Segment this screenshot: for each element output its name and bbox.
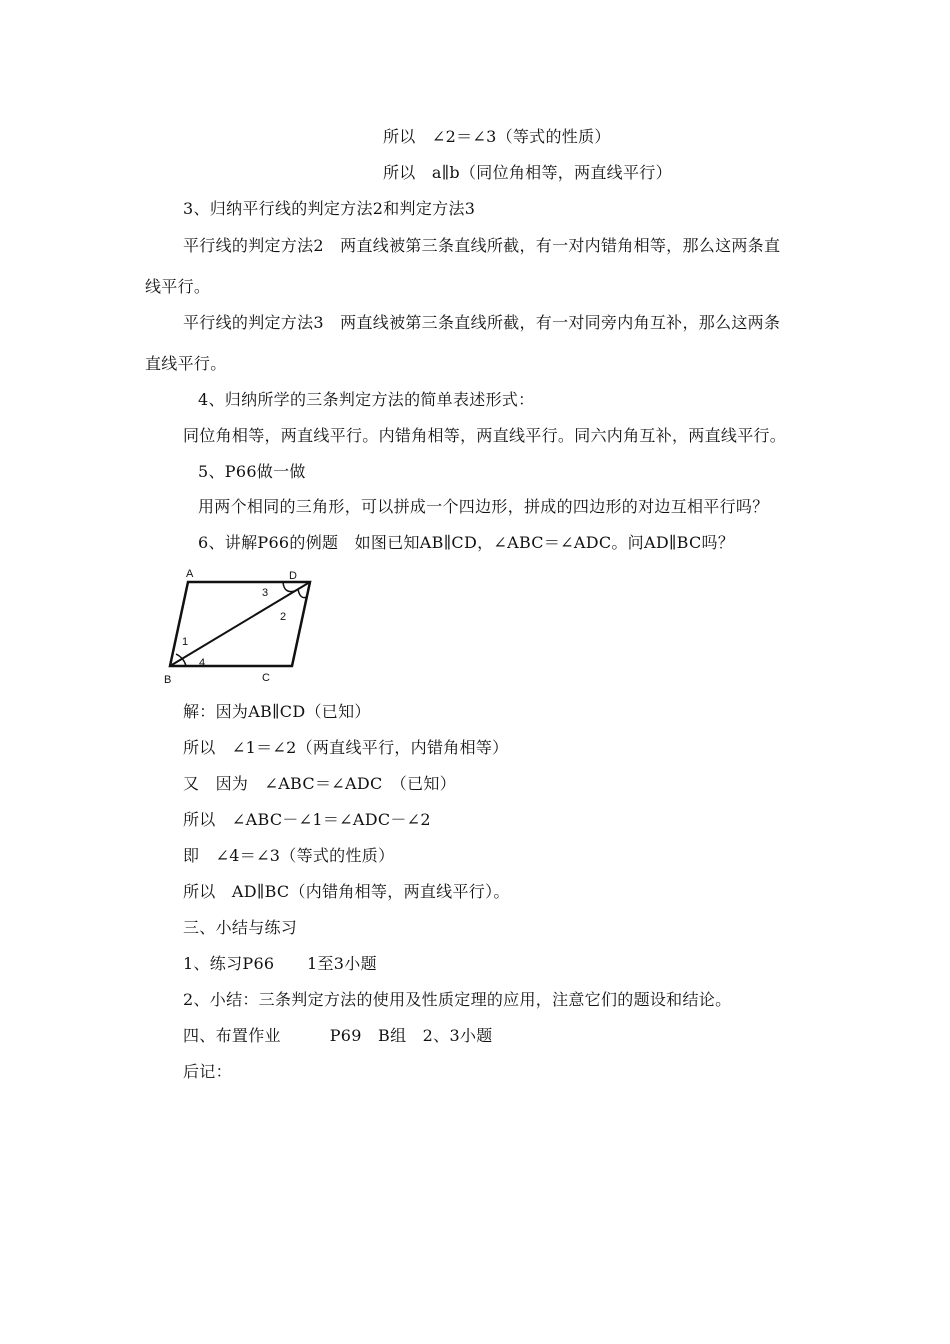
label-angle-1: 1 [182,636,189,648]
label-c: C [262,672,270,684]
solution-line-2: 所以 ∠1＝∠2（两直线平行，内错角相等） [183,738,509,757]
line-5: 线平行。 [145,277,211,296]
section-5-heading: 5、P66做一做 [198,462,306,481]
line-4: 平行线的判定方法2 两直线被第三条直线所截，有一对内错角相等，那么这两条直 [183,236,781,255]
line-7: 直线平行。 [145,354,227,373]
line-9: 同位角相等，两直线平行。内错角相等，两直线平行。同六内角互补，两直线平行。 [183,426,787,445]
line-1: 所以 ∠2＝∠3（等式的性质） [383,127,611,146]
label-d: D [289,570,297,582]
section-3-heading: 3、归纳平行线的判定方法2和判定方法3 [183,199,476,218]
solution-line-1: 解：因为AB∥CD（已知） [183,702,371,721]
line-6: 平行线的判定方法3 两直线被第三条直线所截，有一对同旁内角互补，那么这两条 [183,313,781,332]
exercise-line: 1、练习P66 1至3小题 [183,954,377,973]
label-b: B [164,674,172,686]
label-angle-4: 4 [199,657,206,669]
summary-line: 2、小结：三条判定方法的使用及性质定理的应用，注意它们的题设和结论。 [183,990,732,1009]
afterword-line: 后记： [183,1062,232,1081]
solution-line-4: 所以 ∠ABC－∠1＝∠ADC－∠2 [183,810,431,829]
line-11: 用两个相同的三角形，可以拼成一个四边形，拼成的四边形的对边互相平行吗？ [198,497,769,516]
section-6-heading: 6、讲解P66的例题 如图已知AB∥CD，∠ABC＝∠ADC。问AD∥BC吗？ [198,533,735,552]
label-angle-3: 3 [262,587,269,599]
label-angle-2: 2 [280,611,287,623]
diagonal-bd [170,582,310,666]
label-a: A [186,568,194,580]
solution-line-5: 即 ∠4＝∠3（等式的性质） [183,846,395,865]
homework-line: 四、布置作业 P69 B组 2、3小题 [183,1026,493,1045]
solution-line-3: 又 因为 ∠ABC＝∠ADC （已知） [183,774,456,793]
section-4-heading: 4、归纳所学的三条判定方法的简单表述形式： [198,390,535,409]
parallelogram-figure [160,562,330,692]
angle-arc-3 [283,582,295,592]
section-summary-heading: 三、小结与练习 [183,918,298,937]
line-2: 所以 a∥b（同位角相等，两直线平行） [383,163,672,182]
solution-line-6: 所以 AD∥BC（内错角相等，两直线平行）。 [183,882,510,901]
